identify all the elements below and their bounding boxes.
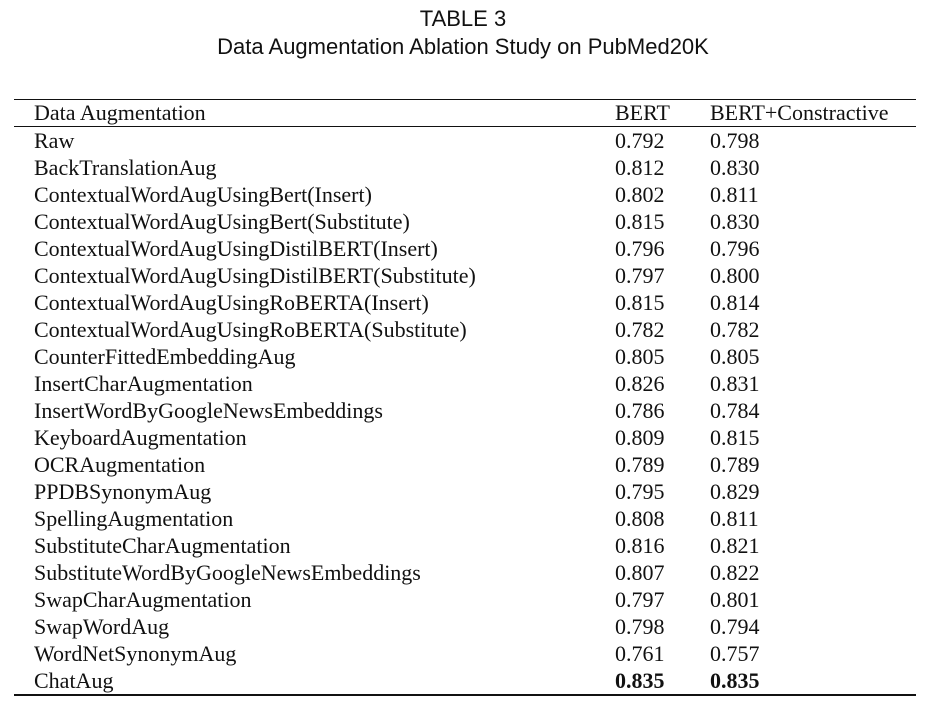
cell-method: SpellingAugmentation xyxy=(34,506,234,532)
header-row xyxy=(14,100,916,126)
table-row xyxy=(14,316,916,343)
cell-bert: 0.835 xyxy=(615,668,665,694)
table-row xyxy=(14,478,916,505)
table-row xyxy=(14,613,916,640)
cell-method: BackTranslationAug xyxy=(34,155,217,181)
cell-bert-contrastive: 0.789 xyxy=(710,452,760,478)
cell-bert: 0.808 xyxy=(615,506,665,532)
cell-method: ContextualWordAugUsingDistilBERT(Substitute) xyxy=(34,263,476,289)
cell-method: SubstituteWordByGoogleNewsEmbeddings xyxy=(34,560,421,586)
table-row xyxy=(14,154,916,181)
table-row xyxy=(14,532,916,559)
cell-bert-contrastive: 0.798 xyxy=(710,128,760,154)
cell-bert-contrastive: 0.831 xyxy=(710,371,760,397)
cell-method: Raw xyxy=(34,128,75,154)
cell-bert: 0.812 xyxy=(615,155,665,181)
cell-bert-contrastive: 0.815 xyxy=(710,425,760,451)
table-row xyxy=(14,208,916,235)
header-bert-contrastive: BERT+Constractive xyxy=(710,100,889,126)
results-body xyxy=(14,127,916,694)
table-row xyxy=(14,370,916,397)
table-row xyxy=(14,505,916,532)
cell-bert-contrastive: 0.782 xyxy=(710,317,760,343)
cell-bert-contrastive: 0.830 xyxy=(710,209,760,235)
cell-bert-contrastive: 0.811 xyxy=(710,506,759,532)
cell-method: SwapCharAugmentation xyxy=(34,587,252,613)
cell-bert: 0.798 xyxy=(615,614,665,640)
cell-bert-contrastive: 0.811 xyxy=(710,182,759,208)
cell-method: SubstituteCharAugmentation xyxy=(34,533,291,559)
cell-method: SwapWordAug xyxy=(34,614,170,640)
cell-method: CounterFittedEmbeddingAug xyxy=(34,344,296,370)
cell-method: KeyboardAugmentation xyxy=(34,425,247,451)
table-row xyxy=(14,586,916,613)
cell-bert: 0.805 xyxy=(615,344,665,370)
cell-bert: 0.761 xyxy=(615,641,665,667)
table-title: Data Augmentation Ablation Study on PubMed20K xyxy=(217,34,709,59)
table-row xyxy=(14,667,916,694)
cell-method: InsertCharAugmentation xyxy=(34,371,253,397)
cell-method: PPDBSynonymAug xyxy=(34,479,212,505)
cell-bert: 0.797 xyxy=(615,587,665,613)
cell-bert: 0.807 xyxy=(615,560,665,586)
cell-bert: 0.795 xyxy=(615,479,665,505)
cell-bert: 0.786 xyxy=(615,398,665,424)
cell-method: InsertWordByGoogleNewsEmbeddings xyxy=(34,398,383,424)
table-row xyxy=(14,343,916,370)
cell-bert: 0.816 xyxy=(615,533,665,559)
cell-bert-contrastive: 0.821 xyxy=(710,533,760,559)
cell-bert-contrastive: 0.835 xyxy=(710,668,760,694)
cell-bert-contrastive: 0.800 xyxy=(710,263,760,289)
cell-bert-contrastive: 0.784 xyxy=(710,398,760,424)
cell-bert-contrastive: 0.794 xyxy=(710,614,760,640)
table-row xyxy=(14,262,916,289)
cell-bert-contrastive: 0.757 xyxy=(710,641,760,667)
cell-bert-contrastive: 0.805 xyxy=(710,344,760,370)
cell-bert: 0.796 xyxy=(615,236,665,262)
cell-bert-contrastive: 0.796 xyxy=(710,236,760,262)
table-row xyxy=(14,424,916,451)
cell-bert: 0.826 xyxy=(615,371,665,397)
cell-method: ContextualWordAugUsingBert(Insert) xyxy=(34,182,372,208)
cell-bert: 0.797 xyxy=(615,263,665,289)
cell-bert: 0.782 xyxy=(615,317,665,343)
cell-bert-contrastive: 0.801 xyxy=(710,587,760,613)
cell-bert: 0.815 xyxy=(615,209,665,235)
cell-method: OCRAugmentation xyxy=(34,452,206,478)
table-row xyxy=(14,640,916,667)
table-row xyxy=(14,451,916,478)
table-row xyxy=(14,181,916,208)
cell-bert-contrastive: 0.822 xyxy=(710,560,760,586)
cell-method: ContextualWordAugUsingBert(Substitute) xyxy=(34,209,410,235)
table-row xyxy=(14,559,916,586)
cell-bert: 0.815 xyxy=(615,290,665,316)
cell-method: WordNetSynonymAug xyxy=(34,641,237,667)
cell-method: ContextualWordAugUsingRoBERTA(Substitute) xyxy=(34,317,467,343)
cell-bert: 0.809 xyxy=(615,425,665,451)
cell-method: ChatAug xyxy=(34,668,114,694)
cell-method: ContextualWordAugUsingRoBERTA(Insert) xyxy=(34,290,429,316)
table-label: TABLE 3 xyxy=(419,6,507,31)
bottom-rule xyxy=(14,694,916,695)
header-data-augmentation: Data Augmentation xyxy=(34,100,206,126)
table-row xyxy=(14,127,916,154)
results-table xyxy=(14,100,916,126)
cell-bert: 0.802 xyxy=(615,182,665,208)
cell-bert-contrastive: 0.814 xyxy=(710,290,760,316)
ablation-table xyxy=(14,99,916,696)
cell-method: ContextualWordAugUsingDistilBERT(Insert) xyxy=(34,236,438,262)
table-row xyxy=(14,289,916,316)
cell-bert-contrastive: 0.830 xyxy=(710,155,760,181)
cell-bert-contrastive: 0.829 xyxy=(710,479,760,505)
header-bert: BERT xyxy=(615,100,670,126)
cell-bert: 0.792 xyxy=(615,128,665,154)
table-row xyxy=(14,397,916,424)
table-row xyxy=(14,235,916,262)
cell-bert: 0.789 xyxy=(615,452,665,478)
